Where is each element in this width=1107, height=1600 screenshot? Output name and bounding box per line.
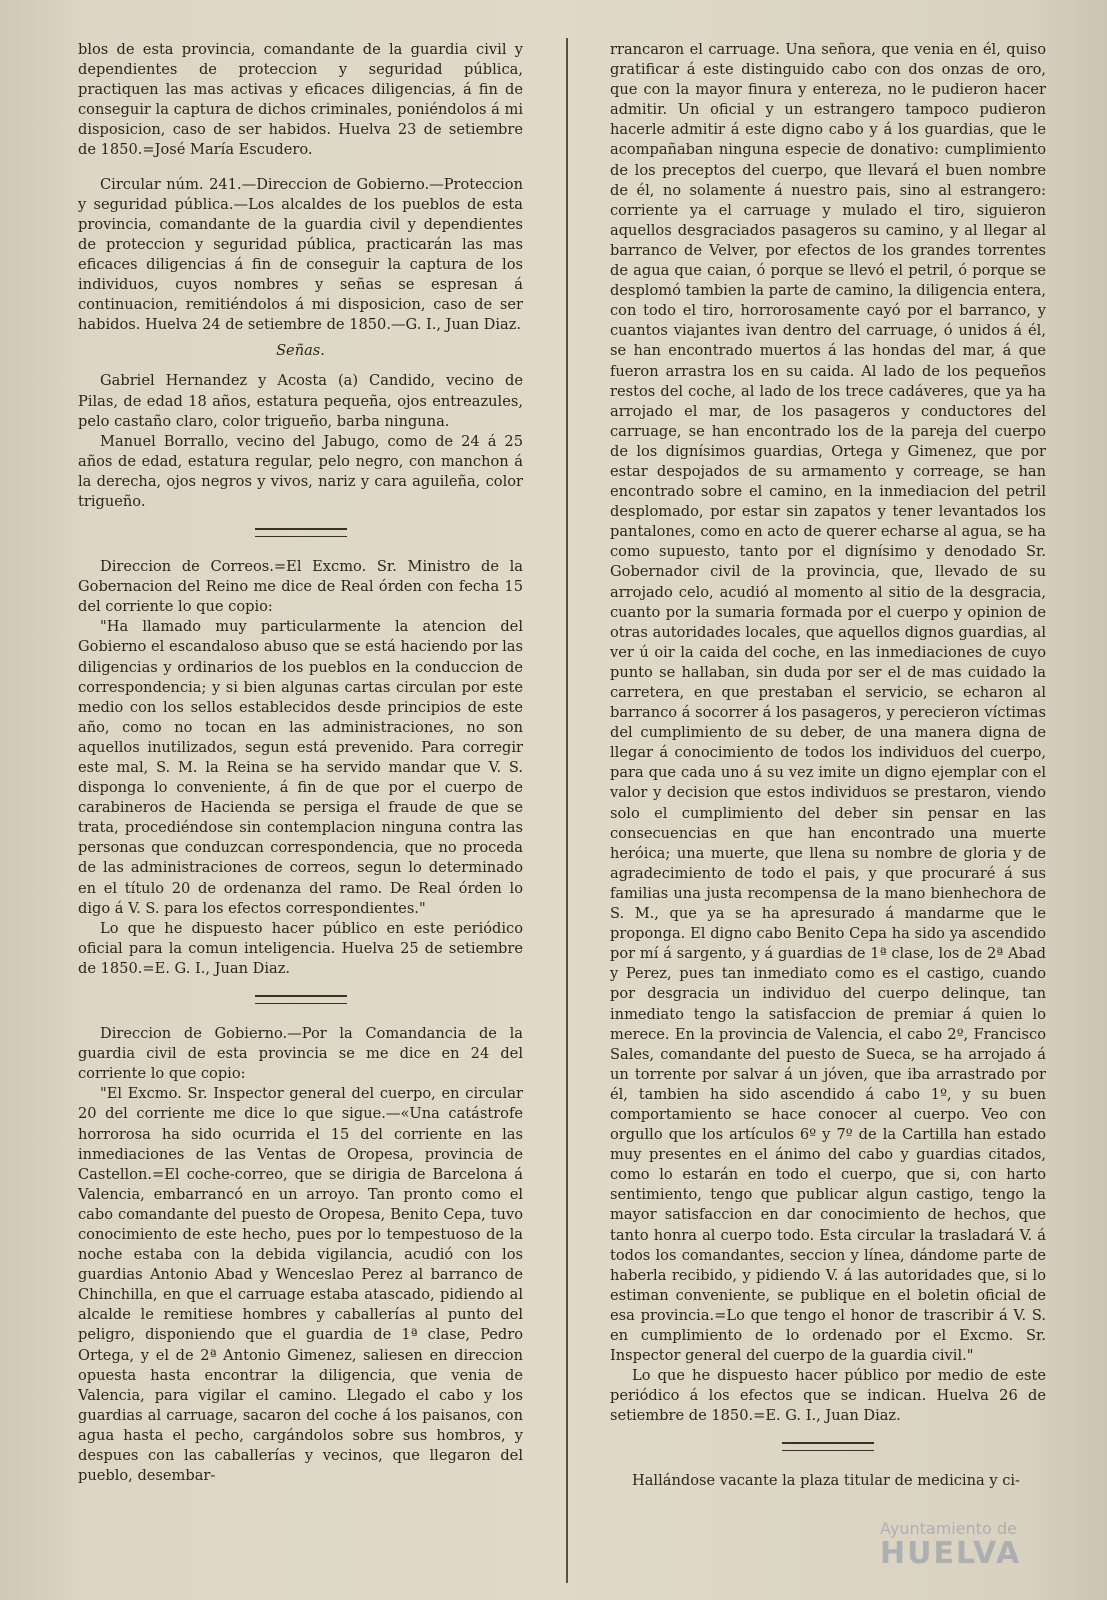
gobierno-close: Lo que he dispuesto hacer público por medio de este periódico á los efectos que se indican. Huelva 26 de setiembre de 1850.=E. G. I., Juan Diaz. bbox=[610, 1367, 1046, 1425]
sena-2: Manuel Borrallo, vecino del Jabugo, como de 24 á 25 años de edad, estatura regular, pelo negro, con manchon á la derecha, ojos negros y vivos, nariz y cara aguileña, color trigueño. bbox=[78, 432, 523, 510]
gobierno-intro: Direccion de Gobierno.—Por la Comandancia de la guardia civil de esta provincia se me dice en 24 del corriente lo que copio: bbox=[78, 1025, 523, 1083]
watermark-line-2: HUELVA bbox=[880, 1536, 1022, 1571]
section-separator bbox=[255, 528, 347, 537]
section-separator bbox=[782, 1442, 874, 1451]
gobierno-quote-continuation: rrancaron el carruage. Una señora, que venia en él, quiso gratificar á este distinguido cabo con dos onzas de oro, que con la mayor finura y entereza, no le pudieron hacer admitir. Un oficial y un estrangero tampoco pudieron hacerle admitir á este digno cabo y á los guardias, que le acompañaban ninguna especie de donativo: cumplimiento de los preceptos del cuerpo, que llevará el buen nombre de él, no solamente á nuestro pais, sino al estrangero: corriente ya el carruage y mulado el tiro, siguieron aquellos desgraciados pasageros su camino, y al llegar al barranco de Velver, por efectos de los grandes torrentes de agua que caian, ó porque se llevó el petril, ó porque se desplomó tambien la parte de camino, la diligencia entera, con todo el tiro, horrorosamente cayó por el barranco, y cuantos viajantes ivan dentro del carruage, ó unidos á él, se han encontrado muertos á las hondas del mar, á que fueron arrastra los en su caida. Al lado de los pequeños restos del coche, al lado de los trece cadáveres, que ya ha arrojado el mar, de los pasageros y conductores del carruage, se han encontrado los de la pareja del cuerpo de los dignísimos guardias, Ortega y Gimenez, que por estar despojados de su armamento y correage, se han encontrado sobre el camino, en la inmediacion del petril desplomado, por estar sin zapatos y tener levantados los pantalones, como en acto de querer echarse al agua, se ha como supuesto, tanto por el dignísimo y denodado Sr. Gobernador civil de la provincia, que, llevado de su arrojado celo, acudió al momento al sitio de la desgracia, cuanto por la sumaria formada por el cuerpo y opinion de otras autoridades locales, que aquellos dignos guardias, al ver ú oir la caida del coche, en las inmediaciones de cuyo punto se hallaban, sin duda por ser el de mas cuidado la carretera, en que prestaban el servicio, se echaron al barranco á socorrer á los pasageros, y perecieron víctimas del cumplimiento de su deber, de una manera digna de llegar á conocimiento de todos los individuos del cuerpo, para que cada uno á su vez imite un digno ejemplar con el valor y decision que estos individuos se prestaron, viendo solo el cumplimiento del deber sin pensar en las consecuencias en que han encontrado una muerte heróica; una muerte, que llena su nombre de gloria y de agradecimiento de todo el pais, y que procuraré á sus familias una justa recompensa de la mano bienhechora de S. M., que ya se ha apresurado á mandarme que le proponga. El digno cabo Benito Cepa ha sido ya ascendido por mí á sargento, y á guardias de 1ª clase, los de 2ª Abad y Perez, pues tan inmediato como es el castigo, cuando por desgracia un individuo del cuerpo delinque, tan inmediato tengo la satisfaccion de premiar á quien lo merece. En la provincia de Valencia, el cabo 2º, Francisco Sales, comandante del puesto de Sueca, se ha arrojado á un torrente por salvar á un jóven, que iba arrastrado por él, tambien ha sido ascendido á cabo 1º, y su buen comportamiento se hace conocer al cuerpo. Veo con orgullo que los artículos 6º y 7º de la Cartilla han estado muy presentes en el ánimo del cabo y guardias citados, como lo estarán en todo el cuerpo, que si, con harto sentimiento, tengo que publicar algun castigo, tengo la mayor satisfaccion en dar conocimiento de hechos, que tanto honra al cuerpo todo. Esta circular la trasladará V. á todos los comandantes, seccion y línea, dándome parte de haberla recibido, y pidiendo V. á las autoridades que, si lo estiman conveniente, se publique en el boletin oficial de esa provincia.=Lo que tengo el honor de trascribir á V. S. en cumplimiento de lo ordenado por el Excmo. Sr. Inspector general del cuerpo de la guardia civil." bbox=[610, 41, 1047, 1365]
left-column bbox=[78, 40, 523, 1580]
circular-241: Circular núm. 241.—Direccion de Gobierno.—Proteccion y seguridad pública.—Los alcaldes de los pueblos de esta provincia, comandante de la guardia civil y dependientes de proteccion y seguridad pública, practicarán las mas eficaces diligencias á fin de conseguir la captura de los individuos, cuyos nombres y señas se espresan á continuacion, remitiéndolos á mi disposicion, caso de ser habidos. Huelva 24 de setiembre de 1850.—G. I., Juan Diaz. bbox=[78, 175, 523, 334]
correos-intro: Direccion de Correos.=El Excmo. Sr. Ministro de la Gobernacion del Reino me dice de Real órden con fecha 15 del corriente lo que copio: bbox=[78, 558, 523, 616]
right-column bbox=[610, 40, 1046, 1580]
archive-watermark bbox=[880, 1520, 1040, 1574]
correos-close: Lo que he dispuesto hacer público en este periódico oficial para la comun inteligencia. Huelva 25 de setiembre de 1850.=E. G. I., Juan Diaz. bbox=[78, 919, 523, 977]
correos-quote: "Ha llamado muy particularmente la atencion del Gobierno el escandaloso abuso que se está haciendo por las diligencias y ordinarios de los pueblos en la conduccion de correspondencia; y si bien algunas cartas circulan por este medio con los sellos establecidos desde principios de este año, como no tocan en las administraciones, no son aquellos inutilizados, segun está prevenido. Para corregir este mal, S. M. la Reina se ha servido mandar que V. S. disponga lo conveniente, á fin de que por el cuerpo de carabineros de Hacienda se persiga el fraude de que se trata, procediéndose sin contemplacion ninguna contra las personas que conduzcan correspondencia, que no proceda de las administraciones de correos, segun lo determinado en el título 20 de ordenanza del ramo. De Real órden lo digo á V. S. para los efectos correspondientes." bbox=[78, 618, 523, 917]
watermark-line-1: Ayuntamiento de bbox=[880, 1519, 1017, 1538]
final-line: Hallándose vacante la plaza titular de medicina y ci- bbox=[632, 1472, 1020, 1490]
sena-1: Gabriel Hernandez y Acosta (a) Candido, vecino de Pilas, de edad 18 años, estatura pequeña, ojos entreazules, pelo castaño claro, color trigueño, barba ninguna. bbox=[78, 372, 523, 430]
column-divider bbox=[566, 38, 568, 1583]
gobierno-quote: "El Excmo. Sr. Inspector general del cuerpo, en circular 20 del corriente me dice lo que sigue.—«Una catástrofe horrorosa ha sido ocurrida el 15 del corriente en las inmediaciones de las Ventas de Oropesa, provincia de Castellon.=El coche-correo, que se dirigia de Barcelona á Valencia, embarrancó en un arroyo. Tan pronto como el cabo comandante del puesto de Oropesa, Benito Cepa, tuvo conocimiento de este hecho, pues por lo tempestuoso de la noche estaba con la debida vigilancia, acudió con los guardias Antonio Abad y Wenceslao Perez al barranco de Chinchilla, en que el carruage estaba atascado, pidiendo al alcalde le remitiese hombres y caballerías al punto del peligro, disponiendo que el guardia de 1ª clase, Pedro Ortega, y el de 2ª Antonio Gimenez, saliesen en direccion opuesta hasta encontrar la diligencia, que venia de Valencia, para vigilar el camino. Llegado el cabo y los guardias al carruage, sacaron del coche á los paisanos, con agua hasta el pecho, cargándolos sobre sus hombros, y despues con las caballerías y vecinos, que llegaron del pueblo, desembar- bbox=[78, 1085, 523, 1485]
senas-heading: Señas. bbox=[276, 342, 325, 360]
section-separator bbox=[255, 995, 347, 1004]
paragraph-continuation: blos de esta provincia, comandante de la guardia civil y dependientes de proteccion y seguridad pública, practiquen las mas activas y eficaces diligencias, á fin de conseguir la captura de dichos criminales, poniéndolos á mi disposicion, caso de ser habidos. Huelva 23 de setiembre de 1850.=José María Escudero. bbox=[78, 41, 523, 159]
